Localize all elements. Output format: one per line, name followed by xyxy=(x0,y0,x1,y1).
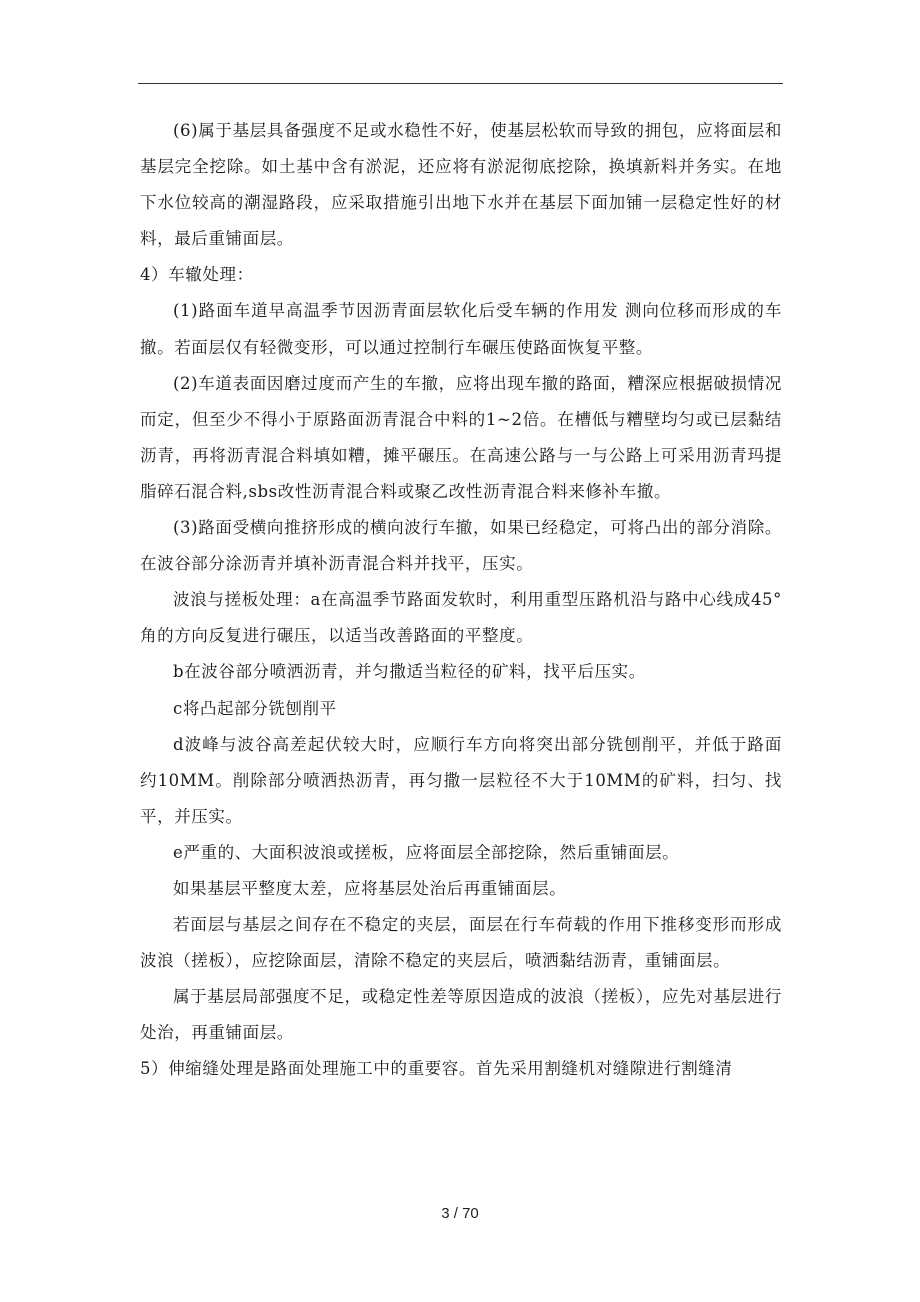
document-body xyxy=(140,113,782,1088)
paragraph-wave-c: c将凸起部分铣刨削平 xyxy=(173,698,337,718)
paragraph-wave-d: d波峰与波谷高差起伏较大时，应顺行车方向将突出部分铣刨削平，并低于路面约10MM。削除部分喷洒热沥青，再匀撒一层粒径不大于10MM的矿料，扫匀、找平，并压实。 xyxy=(140,734,782,826)
paragraph-rut-item-2: (2)车道表面因磨过度而产生的车撤，应将出现车撤的路面，糟深应根据破损情况而定，但至少不得小于原路面沥青混合中料的1~2倍。在槽低与糟壁均匀或已层黏结沥青，再将沥青混合料填如糟，摊平碾压。在高速公路与一与公路上可采用沥青玛提脂碎石混合料,sbs改性沥青混合料或聚乙改性沥青混合料来修补车撤。 xyxy=(140,373,782,501)
heading-expansion-joint: 5）伸缩缝处理是路面处理施工中的重要容。首先采用割缝机对缝隙进行割缝清 xyxy=(140,1059,733,1079)
paragraph-rut-item-1: (1)路面车道早高温季节因沥青面层软化后受车辆的作用发 测向位移而形成的车撤。若面层仅有轻微变形，可以通过控制行车碾压使路面恢复平整。 xyxy=(140,301,782,357)
paragraph-wave-b: b在波谷部分喷洒沥青，并匀撒适当粒径的矿料，找平后压实。 xyxy=(173,662,646,682)
paragraph-wave-e: e严重的、大面积波浪或搓板，应将面层全部挖除，然后重铺面层。 xyxy=(173,842,680,862)
paragraph-wave-a: 波浪与搓板处理：a在高温季节路面发软时，利用重型压路机沿与路中心线成45°角的方向反复进行碾压，以适当改善路面的平整度。 xyxy=(140,590,782,646)
paragraph-unstable-interlayer: 若面层与基层之间存在不稳定的夹层，面层在行车荷载的作用下推移变形而形成波浪（搓板），应挖除面层，清除不稳定的夹层后，喷洒黏结沥青，重铺面层。 xyxy=(140,915,782,971)
header-rule xyxy=(138,83,783,84)
heading-rutting-treatment: 4）车辙处理： xyxy=(140,265,254,285)
paragraph-rut-item-3: (3)路面受横向推挤形成的横向波行车撤，如果已经稳定，可将凸出的部分消除。在波谷部分涂沥青并填补沥青混合料并找平，压实。 xyxy=(140,518,782,574)
paragraph-base-flatness: 如果基层平整度太差，应将基层处治后再重铺面层。 xyxy=(173,878,567,898)
page-number: 3 / 70 xyxy=(441,1205,479,1222)
paragraph-local-base-weakness: 属于基层局部强度不足，或稳定性差等原因造成的波浪（搓板），应先对基层进行处治，再重铺面层。 xyxy=(140,987,782,1043)
paragraph-base-layer-removal: (6)属于基层具备强度不足或水稳性不好，使基层松软而导致的拥包，应将面层和基层完全挖除。如土基中含有淤泥，还应将有淤泥彻底挖除，换填新料并务实。在地下水位较高的潮湿路段，应采取措施引出地下水并在基层下面加铺一层稳定性好的材料，最后重铺面层。 xyxy=(140,121,782,249)
